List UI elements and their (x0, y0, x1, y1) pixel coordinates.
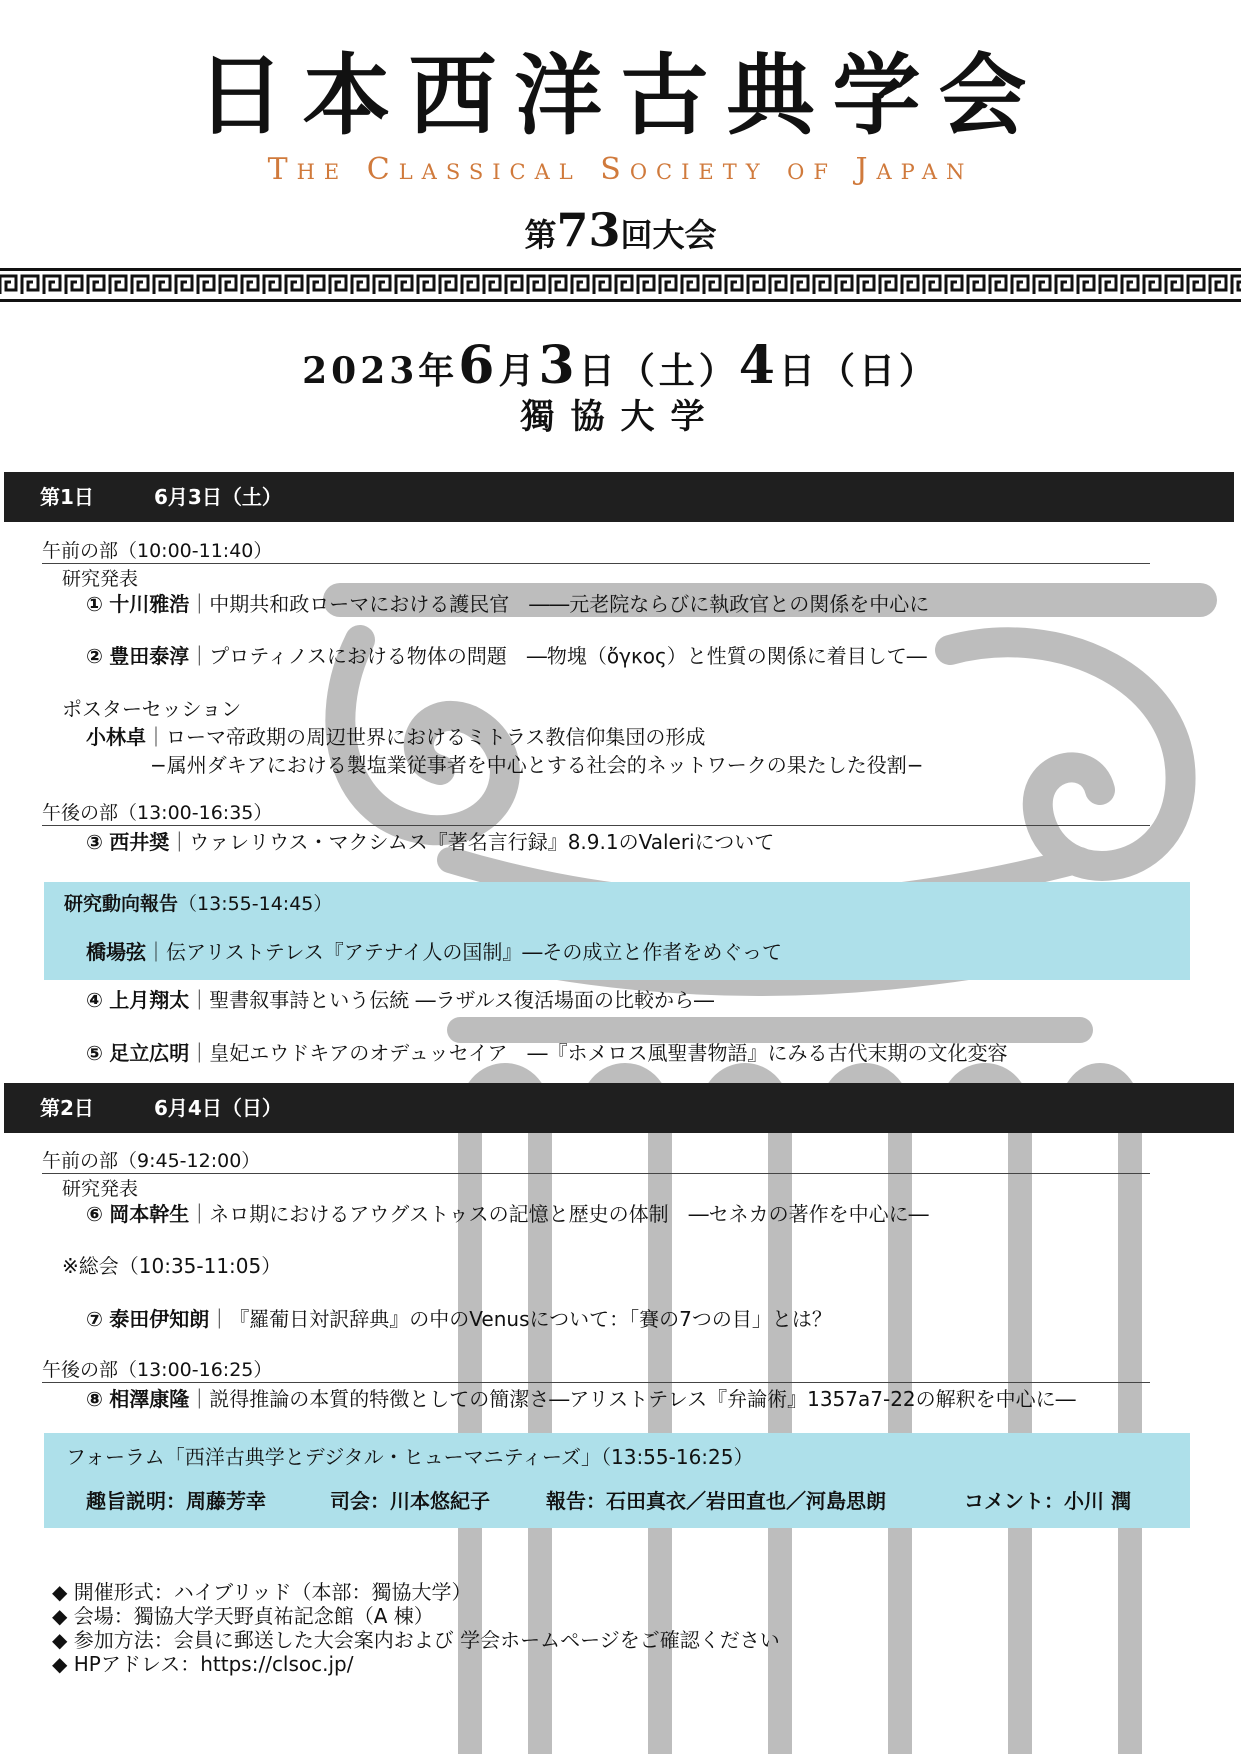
day2-morning-label: 午前の部（9:45-12:00） (42, 1150, 261, 1172)
research-trend-entry (86, 938, 782, 966)
divider (42, 825, 1150, 826)
speaker-name: 足立広明 (109, 1041, 190, 1065)
info-item (52, 1652, 780, 1676)
general-meeting: ※総会（10:35-11:05） (62, 1254, 282, 1278)
talk-number: ③ (86, 830, 103, 854)
talk-number: ④ (86, 988, 103, 1012)
forum-report: 報告：石田真衣／岩田直也／河島思朗 (546, 1489, 886, 1513)
day1-header (4, 472, 1234, 522)
speaker-name: 上月翔太 (109, 988, 190, 1012)
info-venue: 会場：獨協大学天野貞祐記念館（A 棟） (73, 1604, 434, 1628)
separator: ｜ (189, 988, 210, 1012)
separator: ｜ (189, 592, 210, 616)
day1-date: 6月3日（土） (154, 485, 282, 509)
forum-comment: コメント：小川 潤 (964, 1489, 1131, 1513)
info-participation: 参加方法：会員に郵送した大会案内および 学会ホームページをご確認ください (73, 1628, 780, 1652)
day1-label: 第1日 (40, 485, 94, 509)
day2-label: 第2日 (40, 1096, 94, 1120)
day1-research-label: 研究発表 (62, 568, 139, 590)
speaker-name: 十川雅浩 (109, 592, 190, 616)
talk-2 (86, 642, 927, 670)
day1-afternoon-label: 午後の部（13:00-16:35） (42, 802, 273, 824)
talk-title: ネロ期におけるアウグストゥスの記憶と歴史の体制 ―セネカの著作を中心に― (209, 1202, 929, 1226)
speaker-name: 豊田泰淳 (109, 644, 190, 668)
date-month: 6 (458, 335, 499, 396)
research-trend-label: 研究動向報告 (64, 893, 179, 915)
talk-7 (86, 1305, 832, 1333)
info-item (52, 1604, 780, 1628)
speaker-name: 泰田伊知朗 (109, 1307, 210, 1331)
talk-title: ウァレリウス・マクシムス『著名言行録』8.9.1のValeriについて (189, 830, 775, 854)
forum-box (44, 1433, 1190, 1528)
divider (42, 563, 1150, 564)
speaker-name: 小林卓 (86, 725, 146, 749)
poster-session-label: ポスターセッション (62, 697, 242, 721)
edition-prefix: 第 (524, 216, 557, 254)
separator: ｜ (209, 1307, 230, 1331)
separator: ｜ (189, 1387, 210, 1411)
edition-suffix: 回大会 (620, 216, 717, 254)
talk-5 (86, 1039, 1008, 1067)
speaker-name: 西井奨 (109, 830, 170, 854)
edition-number: 73 (556, 203, 621, 257)
info-item (52, 1580, 780, 1604)
talk-title: 中期共和政ローマにおける護民官 ――元老院ならびに執政官との関係を中心に (209, 592, 930, 616)
speaker-name: 橋場弦 (86, 940, 146, 964)
date-day1-unit: 日（土） (578, 350, 739, 392)
conference-venue: 獨協大学 (520, 397, 721, 437)
speaker-name: 岡本幹生 (109, 1202, 190, 1226)
date-month-unit: 月 (498, 350, 539, 392)
date-day2: 4 (738, 335, 779, 396)
talk-title: 『羅葡日対訳辞典』の中のVenusについて：「賽の7つの目」とは？ (229, 1307, 832, 1331)
separator: ｜ (169, 830, 190, 854)
separator: ｜ (189, 1041, 210, 1065)
conference-edition (0, 200, 1241, 265)
day2-research-label: 研究発表 (62, 1178, 139, 1200)
research-trend-heading (64, 890, 332, 918)
society-title-en: The Classical Society of Japan (267, 152, 974, 187)
info-item (52, 1628, 780, 1652)
talk-3 (86, 828, 774, 856)
info-list (52, 1580, 780, 1676)
poster-entry (86, 723, 705, 751)
diamond-bullet-icon: ◆ (52, 1604, 68, 1628)
forum-title: フォーラム「西洋古典学とデジタル・ヒューマニティーズ」（13:55-16:25） (66, 1445, 754, 1469)
separator: ｜ (146, 725, 166, 749)
day1-morning-label: 午前の部（10:00-11:40） (42, 540, 273, 562)
talk-title: 説得推論の本質的特徴としての簡潔さ―アリストテレス『弁論術』1357a7-22の解釈を中心に― (209, 1387, 1076, 1411)
talk-title: 皇妃エウドキアのオデュッセイア ―『ホメロス風聖書物語』にみる古代末期の文化変容 (209, 1041, 1008, 1065)
day2-header (4, 1083, 1234, 1133)
talk-1 (86, 590, 929, 618)
talk-number: ⑧ (86, 1387, 103, 1411)
talk-number: ⑤ (86, 1041, 103, 1065)
speaker-name: 相澤康隆 (109, 1387, 190, 1411)
talk-title: 伝アリストテレス『アテナイ人の国制』―その成立と作者をめぐって (166, 940, 782, 964)
talk-6 (86, 1200, 929, 1228)
date-day1: 3 (538, 335, 579, 396)
diamond-bullet-icon: ◆ (52, 1580, 68, 1604)
divider (42, 1382, 1150, 1383)
talk-number: ⑥ (86, 1202, 103, 1226)
date-year: 2023年 (302, 350, 459, 392)
separator: ｜ (189, 644, 210, 668)
info-homepage[interactable]: HPアドレス：https://clsoc.jp/ (73, 1652, 354, 1676)
society-title-ja: 日本西洋古典学会 (196, 43, 1045, 147)
diamond-bullet-icon: ◆ (52, 1652, 68, 1676)
forum-intro: 趣旨説明：周藤芳幸 (86, 1489, 266, 1513)
date-day2-unit: 日（日） (778, 350, 939, 392)
divider (42, 1173, 1150, 1174)
talk-number: ① (86, 592, 103, 616)
poster-subtitle: −属州ダキアにおける製塩業従事者を中心とする社会的ネットワークの果たした役割− (150, 753, 924, 777)
day2-date: 6月4日（日） (154, 1096, 282, 1120)
forum-chair: 司会：川本悠紀子 (330, 1489, 490, 1513)
talk-number: ② (86, 644, 103, 668)
talk-title: プロティノスにおける物体の問題 ―物塊（ὄγκος）と性質の関係に着目して― (209, 644, 927, 668)
talk-title: 聖書叙事詩という伝統 ―ラザルス復活場面の比較から― (209, 988, 715, 1012)
talk-number: ⑦ (86, 1307, 103, 1331)
research-trend-box (44, 882, 1190, 980)
separator: ｜ (146, 940, 166, 964)
info-format: 開催形式：ハイブリッド（本部：獨協大学） (73, 1580, 472, 1604)
talk-4 (86, 986, 714, 1014)
talk-8 (86, 1385, 1076, 1413)
separator: ｜ (189, 1202, 210, 1226)
poster-title: ローマ帝政期の周辺世界におけるミトラス教信仰集団の形成 (166, 725, 706, 749)
research-trend-time: （13:55-14:45） (178, 893, 333, 915)
day2-afternoon-label: 午後の部（13:00-16:25） (42, 1359, 273, 1381)
diamond-bullet-icon: ◆ (52, 1628, 68, 1652)
